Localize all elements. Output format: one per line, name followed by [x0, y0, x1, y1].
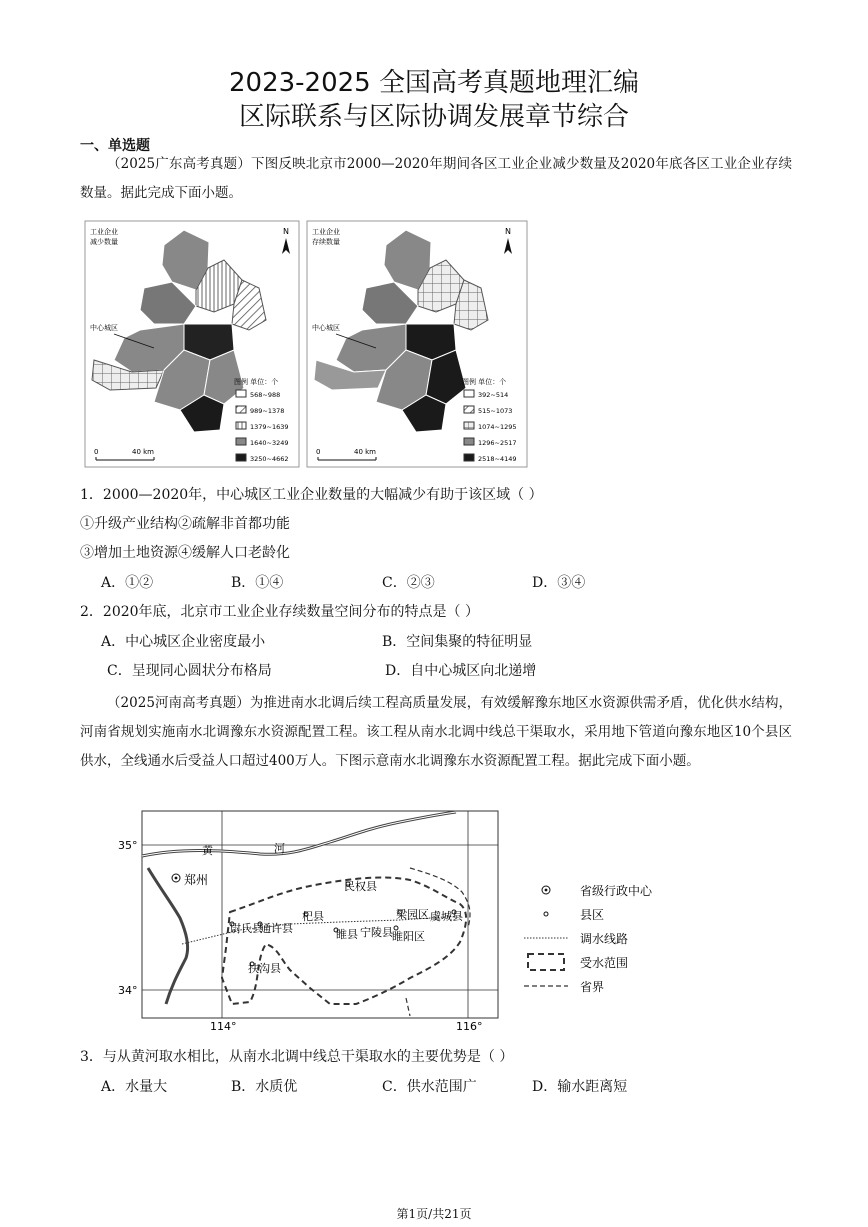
map-legend — [524, 883, 653, 994]
svg-text:省界: 省界 — [580, 980, 605, 994]
left-center-label: 中心城区 — [90, 324, 118, 332]
right-title-1: 工业企业 — [312, 228, 340, 236]
q1-option-c[interactable]: C．②③ — [382, 575, 435, 591]
svg-text:省级行政中心: 省级行政中心 — [580, 884, 653, 898]
right-scale-label: 40 km — [354, 448, 377, 456]
q2-option-d[interactable]: D．自中心城区向北递增 — [385, 663, 537, 679]
q3-option-c[interactable]: C．供水范围广 — [382, 1079, 477, 1095]
svg-text:尉氏县: 尉氏县 — [230, 922, 263, 935]
svg-text:睢阳区: 睢阳区 — [392, 930, 425, 943]
lat-34-label: 34° — [118, 984, 138, 997]
svg-text:郑州: 郑州 — [184, 873, 209, 887]
svg-text:1379~1639: 1379~1639 — [250, 423, 289, 431]
right-title-2: 存续数量 — [312, 238, 340, 246]
map-right — [307, 221, 527, 467]
q3-option-a[interactable]: A．水量大 — [101, 1079, 168, 1095]
svg-text:杞县: 杞县 — [302, 910, 324, 923]
section-heading: 一、单选题 — [80, 138, 150, 154]
q2-option-b[interactable]: B．空间集聚的特征明显 — [382, 634, 533, 650]
svg-text:392~514: 392~514 — [478, 391, 509, 399]
left-north-label: N — [283, 227, 289, 236]
river-label-2: 河 — [274, 842, 285, 855]
lon-116-label: 116° — [456, 1020, 483, 1033]
right-scale-zero: 0 — [316, 448, 321, 456]
passage-2: （2025河南高考真题）为推进南水北调后续工程高质量发展，有效缓解豫东地区水资源供需矛盾，优化供水结构，河南省规划实施南水北调豫东水资源配置工程。该工程从南水北调中线总干渠取水，采用地下管道向豫东地区10个县区供水，全线通水后受益人口超过400万人。下图示意南水北调豫东水资源配置工程。据此完成下面小题。 — [80, 695, 792, 769]
right-center-label: 中心城区 — [312, 324, 340, 332]
q1-item-1: ①升级产业结构②疏解非首都功能 — [80, 516, 290, 532]
lon-114-label: 114° — [210, 1020, 237, 1033]
svg-text:调水线路: 调水线路 — [580, 932, 629, 946]
svg-text:1074~1295: 1074~1295 — [478, 423, 517, 431]
svg-text:受水范围: 受水范围 — [580, 956, 629, 970]
map-left — [85, 221, 299, 467]
q1-option-d[interactable]: D．③④ — [532, 575, 586, 591]
page-footer: 第1页/共21页 — [396, 1207, 472, 1221]
svg-text:通许县: 通许县 — [260, 922, 293, 935]
left-scale-zero: 0 — [94, 448, 99, 456]
figure-henan-water-map — [110, 808, 680, 1033]
svg-text:梁园区: 梁园区 — [396, 908, 429, 921]
svg-text:扶沟县: 扶沟县 — [248, 962, 281, 975]
passage-1: （2025广东高考真题）下图反映北京市2000—2020年期间各区工业企业减少数量及2020年底各区工业企业存续数量。据此完成下面小题。 — [80, 156, 792, 201]
svg-text:989~1378: 989~1378 — [250, 407, 285, 415]
svg-text:县区: 县区 — [580, 908, 605, 922]
doc-title-line1: 2023-2025 全国高考真题地理汇编 — [229, 68, 639, 98]
q1-option-b[interactable]: B．①④ — [231, 575, 284, 591]
svg-text:睢县: 睢县 — [336, 928, 358, 941]
svg-text:1296~2517: 1296~2517 — [478, 439, 517, 447]
left-scale-label: 40 km — [132, 448, 155, 456]
q2-stem: 2．2020年底，北京市工业企业存续数量空间分布的特点是（ ） — [80, 604, 479, 620]
left-legend-title: 图例 单位：个 — [234, 378, 279, 386]
right-north-label: N — [505, 227, 511, 236]
q2-option-c[interactable]: C．呈现同心圆状分布格局 — [107, 663, 272, 679]
q1-item-2: ③增加土地资源④缓解人口老龄化 — [80, 545, 290, 561]
left-title-2: 减少数量 — [90, 238, 118, 246]
q3-option-b[interactable]: B．水质优 — [231, 1079, 298, 1095]
q3-stem: 3．与从黄河取水相比，从南水北调中线总干渠取水的主要优势是（ ） — [80, 1049, 514, 1065]
svg-text:515~1073: 515~1073 — [478, 407, 513, 415]
q1-stem: 1．2000—2020年，中心城区工业企业数量的大幅减少有助于该区域（ ） — [80, 487, 543, 503]
svg-text:568~988: 568~988 — [250, 391, 281, 399]
svg-text:宁陵县: 宁陵县 — [360, 926, 393, 939]
svg-text:2518~4149: 2518~4149 — [478, 455, 517, 463]
right-legend-title: 图例 单位：个 — [462, 378, 507, 386]
svg-text:虞城县: 虞城县 — [430, 910, 463, 923]
doc-title-line2: 区际联系与区际协调发展章节综合 — [238, 102, 629, 132]
left-title-1: 工业企业 — [90, 228, 118, 236]
river-label-1: 黄 — [202, 844, 213, 857]
q1-option-a[interactable]: A．①② — [101, 575, 154, 591]
q2-option-a[interactable]: A．中心城区企业密度最小 — [101, 634, 266, 650]
svg-text:3250~4662: 3250~4662 — [250, 455, 289, 463]
q3-option-d[interactable]: D．输水距离短 — [532, 1079, 628, 1095]
svg-text:民权县: 民权县 — [344, 880, 377, 893]
svg-text:1640~3249: 1640~3249 — [250, 439, 289, 447]
lat-35-label: 35° — [118, 839, 138, 852]
figure-beijing-maps — [84, 220, 530, 470]
